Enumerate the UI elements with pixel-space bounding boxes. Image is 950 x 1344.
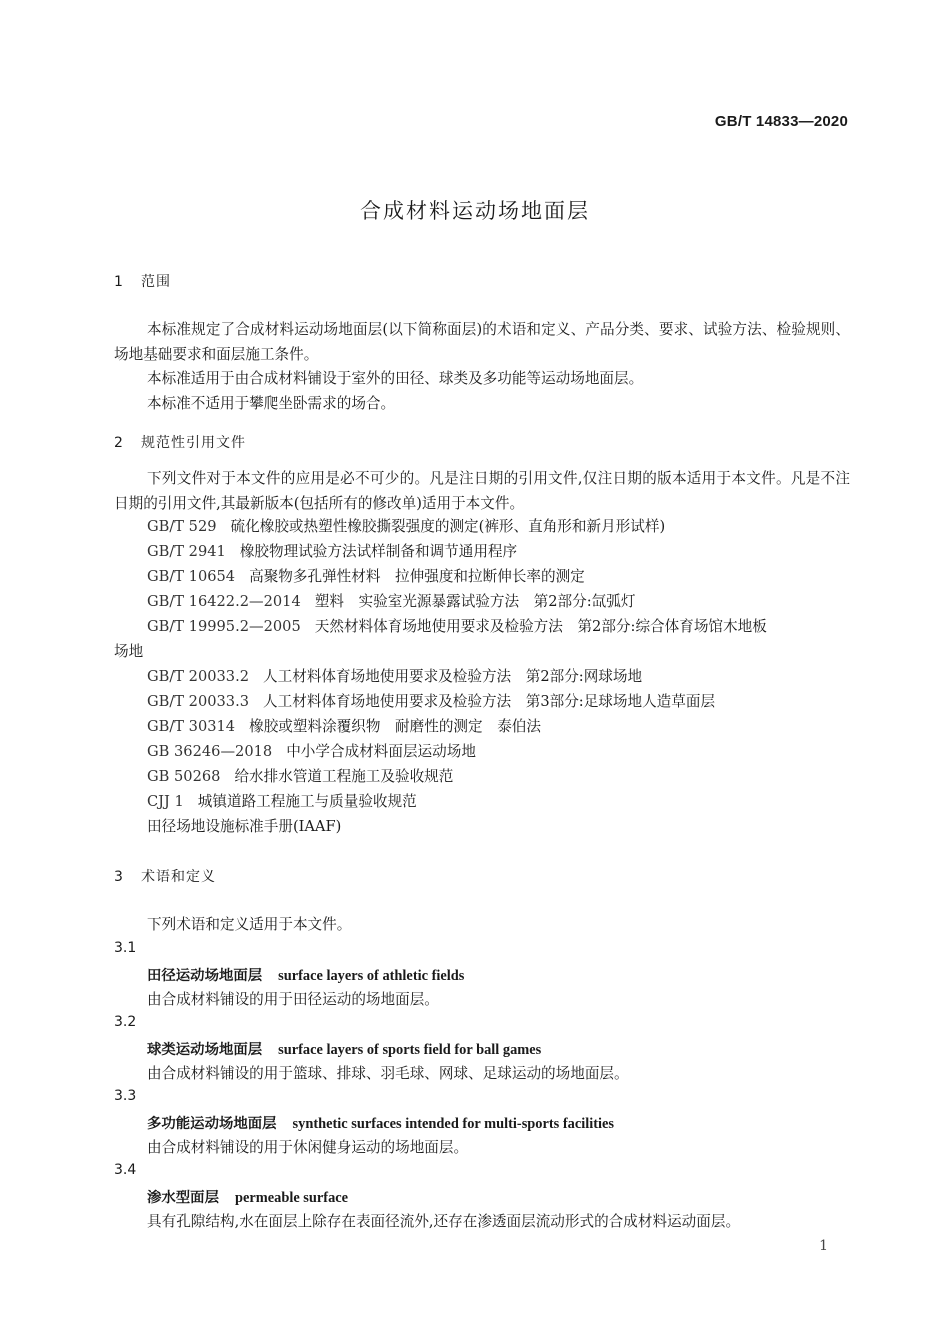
- reference-title-continuation: 场地: [114, 643, 144, 660]
- term-definition: 具有孔隙结构,水在面层上除存在表面径流外,还存在渗透面层流动形式的合成材料运动面层。: [147, 1213, 741, 1230]
- term-heading: [147, 964, 464, 985]
- section-title: 术语和定义: [141, 869, 216, 885]
- section-number: 3: [114, 869, 124, 885]
- term-heading: [147, 1186, 348, 1207]
- term-definition: 由合成材料铺设的用于田径运动的场地面层。: [147, 991, 439, 1008]
- reference-title: 橡胶物理试验方法试样制备和调节通用程序: [239, 543, 518, 560]
- term-number: 3.4: [114, 1162, 137, 1178]
- reference-code: GB/T 20033.2: [147, 668, 250, 685]
- reference-title: 塑料 实验室光源暴露试验方法 第2部分:氙弧灯: [314, 593, 636, 610]
- section-3-heading: [114, 866, 216, 886]
- term-number: 3.1: [114, 940, 137, 956]
- reference-code: CJJ 1: [147, 793, 184, 810]
- reference-title: 城镇道路工程施工与质量验收规范: [197, 793, 417, 810]
- reference-title: 天然材料体育场地使用要求及检验方法 第2部分:综合体育场馆木地板: [314, 618, 767, 635]
- section-title: 规范性引用文件: [141, 435, 246, 451]
- reference-item: [147, 665, 642, 686]
- reference-title: 人工材料体育场地使用要求及检验方法 第2部分:网球场地: [263, 668, 643, 685]
- references-intro: 下列文件对于本文件的应用是必不可少的。凡是注日期的引用文件,仅注日期的版本适用于本文件。凡是不注日期的引用文件,其最新版本(包括所有的修改单)适用于本文件。: [114, 470, 850, 512]
- term-chinese: 渗水型面层: [147, 1190, 219, 1206]
- document-title: 合成材料运动场地面层: [360, 199, 590, 223]
- term-english: synthetic surfaces intended for multi-sports facilities: [292, 1116, 615, 1132]
- reference-item: [147, 540, 517, 561]
- reference-item: [147, 765, 453, 786]
- reference-code: GB/T 30314: [147, 718, 236, 735]
- reference-code: GB/T 19995.2—2005: [147, 618, 301, 635]
- reference-item: [147, 515, 665, 536]
- term-chinese: 田径运动场地面层: [147, 968, 263, 984]
- scope-paragraph-1: 本标准规定了合成材料运动场地面层(以下简称面层)的术语和定义、产品分类、要求、试验方法、检验规则、场地基础要求和面层施工条件。: [114, 321, 850, 363]
- section-1-heading: [114, 271, 171, 291]
- terms-intro: 下列术语和定义适用于本文件。: [147, 916, 352, 933]
- term-english: surface layers of sports field for ball games: [278, 1042, 542, 1058]
- scope-paragraph-2: 本标准适用于由合成材料铺设于室外的田径、球类及多功能等运动场地面层。: [147, 370, 644, 387]
- reference-item: [147, 740, 476, 761]
- reference-title: 人工材料体育场地使用要求及检验方法 第3部分:足球场地人造草面层: [263, 693, 716, 710]
- term-definition: 由合成材料铺设的用于篮球、排球、羽毛球、网球、足球运动的场地面层。: [147, 1065, 629, 1082]
- scope-paragraph-3: 本标准不适用于攀爬坐卧需求的场合。: [147, 395, 396, 412]
- section-number: 2: [114, 435, 124, 451]
- term-heading: [147, 1112, 614, 1133]
- term-chinese: 多功能运动场地面层: [147, 1116, 277, 1132]
- reference-title: 硫化橡胶或热塑性橡胶撕裂强度的测定(裤形、直角形和新月形试样): [230, 518, 666, 535]
- reference-item: [147, 690, 715, 711]
- reference-code: GB/T 10654: [147, 568, 236, 585]
- reference-item: [147, 590, 635, 611]
- reference-item: [147, 790, 417, 811]
- term-heading: [147, 1038, 541, 1059]
- section-number: 1: [114, 274, 124, 290]
- reference-title: 橡胶或塑料涂覆织物 耐磨性的测定 泰伯法: [249, 718, 541, 735]
- reference-code: GB/T 20033.3: [147, 693, 250, 710]
- reference-title: 中小学合成材料面层运动场地: [286, 743, 476, 760]
- reference-item: [147, 565, 585, 586]
- term-english: surface layers of athletic fields: [278, 968, 465, 984]
- reference-title: 田径场地设施标准手册(IAAF): [147, 818, 342, 835]
- term-number: 3.3: [114, 1088, 137, 1104]
- reference-code: GB 36246—2018: [147, 743, 273, 760]
- term-english: permeable surface: [234, 1190, 349, 1206]
- term-number: 3.2: [114, 1014, 137, 1030]
- term-definition: 由合成材料铺设的用于休闲健身运动的场地面层。: [147, 1139, 469, 1156]
- standard-number: GB/T 14833—2020: [714, 113, 848, 130]
- reference-title: 高聚物多孔弹性材料 拉伸强度和拉断伸长率的测定: [249, 568, 585, 585]
- reference-item: [147, 615, 767, 636]
- reference-code: GB/T 16422.2—2014: [147, 593, 301, 610]
- reference-item: [147, 815, 341, 836]
- term-chinese: 球类运动场地面层: [147, 1042, 263, 1058]
- section-title: 范围: [141, 274, 171, 290]
- reference-code: GB/T 529: [147, 518, 217, 535]
- reference-item: [147, 715, 541, 736]
- reference-code: GB/T 2941: [147, 543, 226, 560]
- reference-title: 给水排水管道工程施工及验收规范: [234, 768, 454, 785]
- reference-code: GB 50268: [147, 768, 221, 785]
- page-number: 1: [819, 1238, 828, 1254]
- section-2-heading: [114, 432, 246, 452]
